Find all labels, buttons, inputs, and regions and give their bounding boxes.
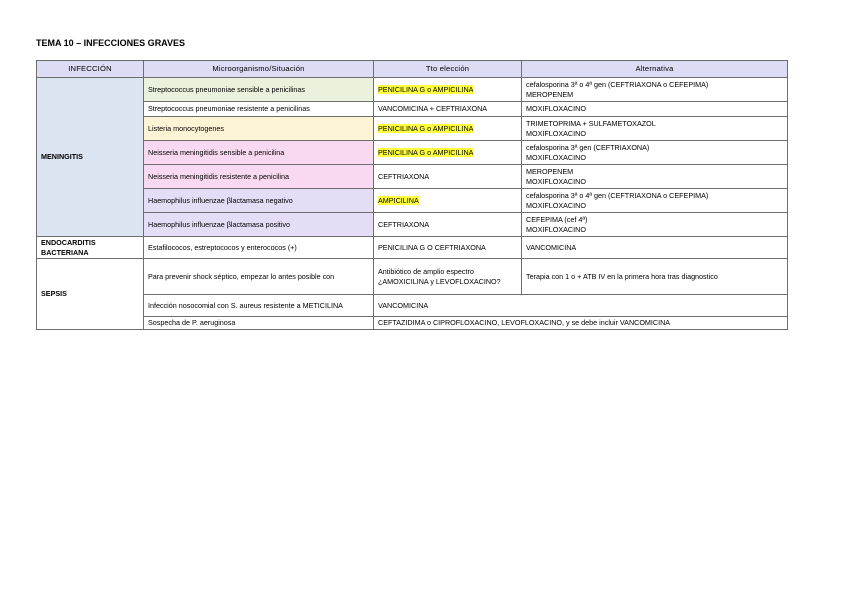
table-row bbox=[37, 259, 788, 295]
micro-cell: Streptococcus pneumoniae sensible a penicilinas bbox=[144, 78, 374, 102]
tto-cell: Antibiótico de amplio espectro ¿AMOXICILINA y LEVOFLOXACINO? bbox=[374, 259, 522, 295]
alt-cell bbox=[522, 189, 788, 213]
infection-meningitis: MENINGITIS bbox=[37, 78, 144, 237]
tto-cell bbox=[374, 189, 522, 213]
table-row bbox=[37, 237, 788, 259]
page-title: TEMA 10 – INFECCIONES GRAVES bbox=[36, 38, 186, 48]
alt-line: cefalosporina 3ª o 4ª gen (CEFTRIAXONA o CEFEPIMA) bbox=[526, 80, 709, 90]
alt-line: MOXIFLOXACINO bbox=[526, 104, 586, 114]
table-row bbox=[37, 141, 788, 165]
tto-cell: VANCOMICINA bbox=[374, 295, 788, 317]
tto-cell bbox=[374, 117, 522, 141]
table-row bbox=[37, 213, 788, 237]
table-row bbox=[37, 165, 788, 189]
table-row bbox=[37, 117, 788, 141]
alt-cell bbox=[522, 117, 788, 141]
micro-cell: Para prevenir shock séptico, empezar lo antes posible con bbox=[144, 259, 374, 295]
alt-line: cefalosporina 3ª o 4ª gen (CEFTRIAXONA o CEFEPIMA) bbox=[526, 191, 709, 201]
tto-cell bbox=[374, 141, 522, 165]
alt-line: TRIMETOPRIMA + SULFAMETOXAZOL bbox=[526, 119, 656, 129]
micro-cell: Haemophilus influenzae βlactamasa positivo bbox=[144, 213, 374, 237]
tto-cell: CEFTRIAXONA bbox=[374, 165, 522, 189]
micro-cell: Streptococcus pneumoniae resistente a penicilinas bbox=[144, 102, 374, 117]
alt-cell: Terapia con 1 o + ATB IV en la primera hora tras diagnostico bbox=[522, 259, 788, 295]
highlighted-treatment: AMPICILINA bbox=[378, 195, 419, 205]
alt-line: MEROPENEM bbox=[526, 89, 574, 99]
alt-line: MEROPENEM bbox=[526, 167, 574, 177]
micro-cell: Estafilococos, estreptococos y enterococos (+) bbox=[144, 237, 374, 259]
alt-cell bbox=[522, 141, 788, 165]
alt-line: MOXIFLOXACINO bbox=[526, 128, 586, 138]
infection-endocarditis: ENDOCARDITIS BACTERIANA bbox=[37, 237, 144, 259]
highlighted-treatment: PENICILINA G o AMPICILINA bbox=[378, 123, 474, 133]
table-row bbox=[37, 102, 788, 117]
micro-cell: Infección nosocomial con S. aureus resistente a METICILINA bbox=[144, 295, 374, 317]
micro-cell: Sospecha de P. aeruginosa bbox=[144, 317, 374, 330]
alt-line: MOXIFLOXACINO bbox=[526, 176, 586, 186]
tto-cell: CEFTRIAXONA bbox=[374, 213, 522, 237]
header-tto-eleccion: Tto elección bbox=[374, 61, 522, 78]
alt-line: MOXIFLOXACINO bbox=[526, 152, 586, 162]
infections-table bbox=[36, 60, 788, 330]
tto-cell: VANCOMICINA + CEFTRIAXONA bbox=[374, 102, 522, 117]
alt-cell: VANCOMICINA bbox=[522, 237, 788, 259]
alt-line: CEFEPIMA (cef 4ª) bbox=[526, 215, 588, 225]
alt-cell bbox=[522, 78, 788, 102]
highlighted-treatment: PENICILINA G o AMPICILINA bbox=[378, 84, 474, 94]
micro-cell: Listeria monocytogenes bbox=[144, 117, 374, 141]
highlighted-treatment: PENICILINA G o AMPICILINA bbox=[378, 147, 474, 157]
header-microorganismo: Microorganismo/Situación bbox=[144, 61, 374, 78]
micro-cell: Neisseria meningitidis resistente a penicilina bbox=[144, 165, 374, 189]
tto-cell: CEFTAZIDIMA o CIPROFLOXACINO, LEVOFLOXACINO, y se debe incluir VANCOMICINA bbox=[374, 317, 788, 330]
tto-cell: PENICILINA G O CEFTRIAXONA bbox=[374, 237, 522, 259]
table-row bbox=[37, 78, 788, 102]
alt-line: cefalosporina 3ª gen (CEFTRIAXONA) bbox=[526, 143, 650, 153]
table-row bbox=[37, 189, 788, 213]
header-alternativa: Alternativa bbox=[522, 61, 788, 78]
table-header-row bbox=[37, 61, 788, 78]
header-infeccion: INFECCIÓN bbox=[37, 61, 144, 78]
table-row bbox=[37, 295, 788, 317]
alt-cell bbox=[522, 213, 788, 237]
micro-cell: Haemophilus influenzae βlactamasa negativo bbox=[144, 189, 374, 213]
alt-line: MOXIFLOXACINO bbox=[526, 200, 586, 210]
infection-sepsis: SEPSIS bbox=[37, 259, 144, 330]
alt-line: MOXIFLOXACINO bbox=[526, 224, 586, 234]
alt-cell bbox=[522, 165, 788, 189]
tto-cell bbox=[374, 78, 522, 102]
micro-cell: Neisseria meningitidis sensible a penicilina bbox=[144, 141, 374, 165]
table-row bbox=[37, 317, 788, 330]
alt-cell bbox=[522, 102, 788, 117]
